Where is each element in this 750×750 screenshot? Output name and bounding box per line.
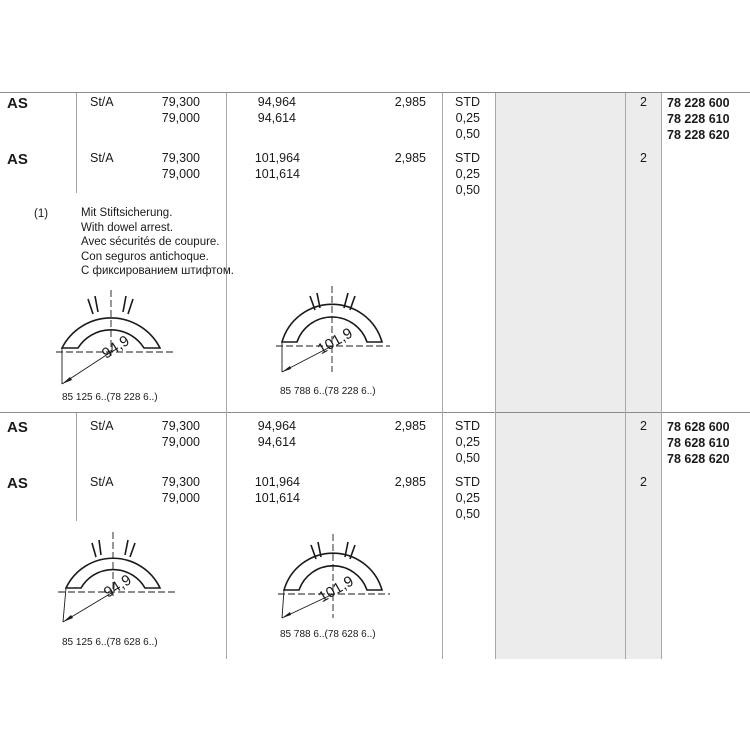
size-std: STD xyxy=(455,419,480,433)
material: St/A xyxy=(90,419,114,433)
type-code: AS xyxy=(7,95,28,112)
dimension-label: 101,9 xyxy=(315,572,357,607)
diameter-1-min: 79,000 xyxy=(161,111,200,125)
diagram-caption: 85 125 6..(78 628 6..) xyxy=(62,637,158,648)
footnote-line: With dowel arrest. xyxy=(81,221,174,234)
material: St/A xyxy=(90,95,114,109)
material: St/A xyxy=(90,151,114,165)
quantity: 2 xyxy=(640,419,647,433)
thrust-washer-diagram xyxy=(0,530,230,640)
diameter-2-min: 94,614 xyxy=(257,435,296,449)
footnote-line: С фиксированием штифтом. xyxy=(81,265,234,277)
size-050: 0,50 xyxy=(455,183,480,197)
diagram-caption: 85 125 6..(78 228 6..) xyxy=(62,392,158,403)
dimension-label: 101,9 xyxy=(314,324,356,359)
diameter-2-min: 94,614 xyxy=(257,111,296,125)
size-025: 0,25 xyxy=(455,111,480,125)
thickness: 2,985 xyxy=(394,419,426,433)
section-1-top-rule xyxy=(0,92,750,93)
diameter-2-max: 94,964 xyxy=(257,419,296,433)
size-050: 0,50 xyxy=(455,507,480,521)
diagram-caption: 85 788 6..(78 628 6..) xyxy=(280,629,376,640)
col-divider xyxy=(625,93,626,659)
quantity: 2 xyxy=(640,151,647,165)
size-050: 0,50 xyxy=(455,451,480,465)
diameter-1-min: 79,000 xyxy=(161,167,200,181)
size-025: 0,25 xyxy=(455,491,480,505)
diameter-1-min: 79,000 xyxy=(161,435,200,449)
diameter-2-max: 101,964 xyxy=(254,475,300,489)
col-divider xyxy=(495,93,496,659)
dimension-label: 94,9 xyxy=(98,332,133,363)
thickness: 2,985 xyxy=(394,95,426,109)
footnote-marker: (1) xyxy=(34,208,49,220)
diameter-2-min: 101,614 xyxy=(254,491,300,505)
size-std: STD xyxy=(455,475,480,489)
size-std: STD xyxy=(455,151,480,165)
type-code: AS xyxy=(7,151,28,168)
col-divider xyxy=(76,93,77,193)
shaded-column xyxy=(495,93,661,659)
diameter-1-max: 79,300 xyxy=(161,151,200,165)
thrust-washer-diagram xyxy=(0,280,230,410)
footnote-line: Mit Stiftsicherung. xyxy=(81,207,173,219)
diameter-1-min: 79,000 xyxy=(161,491,200,505)
size-050: 0,50 xyxy=(455,127,480,141)
size-std: STD xyxy=(455,95,480,109)
type-code: AS xyxy=(7,475,28,492)
size-025: 0,25 xyxy=(455,167,480,181)
part-number: 78 628 600 xyxy=(667,420,730,434)
size-025: 0,25 xyxy=(455,435,480,449)
col-divider xyxy=(76,413,77,521)
section-2-top-rule xyxy=(0,412,750,413)
quantity: 2 xyxy=(640,95,647,109)
material: St/A xyxy=(90,475,114,489)
thickness: 2,985 xyxy=(394,151,426,165)
quantity: 2 xyxy=(640,475,647,489)
diameter-1-max: 79,300 xyxy=(161,419,200,433)
thickness: 2,985 xyxy=(394,475,426,489)
footnote-line: Con seguros antichoque. xyxy=(81,250,209,263)
thrust-washer-diagram xyxy=(260,530,440,640)
diameter-2-max: 94,964 xyxy=(257,95,296,109)
part-number: 78 628 620 xyxy=(667,452,730,466)
diagram-caption: 85 788 6..(78 228 6..) xyxy=(280,386,376,397)
part-number: 78 228 610 xyxy=(667,112,730,126)
part-number: 78 228 600 xyxy=(667,96,730,110)
type-code: AS xyxy=(7,419,28,436)
diameter-2-max: 101,964 xyxy=(254,151,300,165)
diameter-2-min: 101,614 xyxy=(254,167,300,181)
part-number: 78 628 610 xyxy=(667,436,730,450)
diameter-1-max: 79,300 xyxy=(161,475,200,489)
col-divider xyxy=(661,93,662,659)
diameter-1-max: 79,300 xyxy=(161,95,200,109)
dimension-label: 94,9 xyxy=(100,571,135,602)
footnote-line: Avec sécurités de coupure. xyxy=(81,236,220,248)
part-number: 78 228 620 xyxy=(667,128,730,142)
